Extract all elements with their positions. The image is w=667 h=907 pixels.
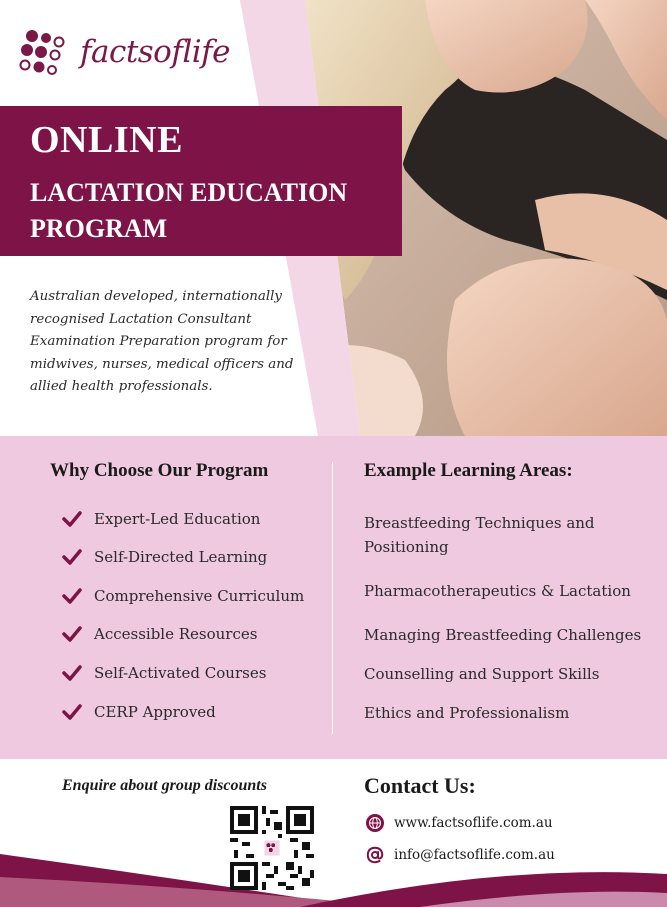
why-item-label: Accessible Resources <box>94 625 258 643</box>
email-link[interactable]: info@factsoflife.com.au <box>394 847 555 863</box>
check-icon <box>62 548 82 566</box>
why-item-label: CERP Approved <box>94 703 216 721</box>
learning-area-item: Ethics and Professionalism <box>364 704 570 722</box>
contact-heading: Contact Us: <box>364 773 476 798</box>
page-title-program: LACTATION EDUCATION PROGRAM <box>30 178 348 243</box>
hero-section <box>0 0 667 436</box>
website-link[interactable]: www.factsoflife.com.au <box>394 815 553 831</box>
check-icon <box>62 703 82 721</box>
intro-text: Australian developed, internationally recognised Lactation Consultant Examination Preparation program for midwives, nurses, medical officers and allied health professionals. <box>30 289 294 394</box>
learning-areas-heading: Example Learning Areas: <box>364 460 573 481</box>
learning-area-item: Breastfeeding Techniques and Positioning <box>364 514 595 556</box>
factsoflife-logo[interactable] <box>18 28 258 80</box>
learning-area-item: Counselling and Support Skills <box>364 665 600 683</box>
check-icon <box>62 510 82 528</box>
list-item <box>62 585 304 607</box>
group-discount-text: Enquire about group discounts <box>62 777 267 794</box>
website-contact[interactable] <box>366 814 553 832</box>
why-item-label: Comprehensive Curriculum <box>94 587 305 605</box>
why-item-label: Expert-Led Education <box>94 510 261 528</box>
list-item <box>62 623 257 645</box>
globe-icon <box>366 814 384 832</box>
check-icon <box>62 664 82 682</box>
list-item <box>62 508 260 530</box>
why-item-label: Self-Activated Courses <box>94 664 267 682</box>
logo-wordmark: factsoflife <box>80 34 230 70</box>
learning-area-item: Managing Breastfeeding Challenges <box>364 626 642 644</box>
email-contact[interactable] <box>366 846 555 864</box>
why-item-label: Self-Directed Learning <box>94 548 268 566</box>
list-item <box>62 662 266 684</box>
list-item <box>62 701 216 723</box>
check-icon <box>62 625 82 643</box>
learning-area-item: Pharmacotherapeutics & Lactation <box>364 582 631 600</box>
logo-dots-icon <box>18 28 74 80</box>
at-icon <box>366 846 384 864</box>
page-title-online: ONLINE <box>30 119 183 161</box>
qr-code[interactable] <box>230 806 314 890</box>
list-item <box>62 546 267 568</box>
check-icon <box>62 587 82 605</box>
why-choose-heading: Why Choose Our Program <box>50 460 269 481</box>
column-divider <box>332 462 333 734</box>
